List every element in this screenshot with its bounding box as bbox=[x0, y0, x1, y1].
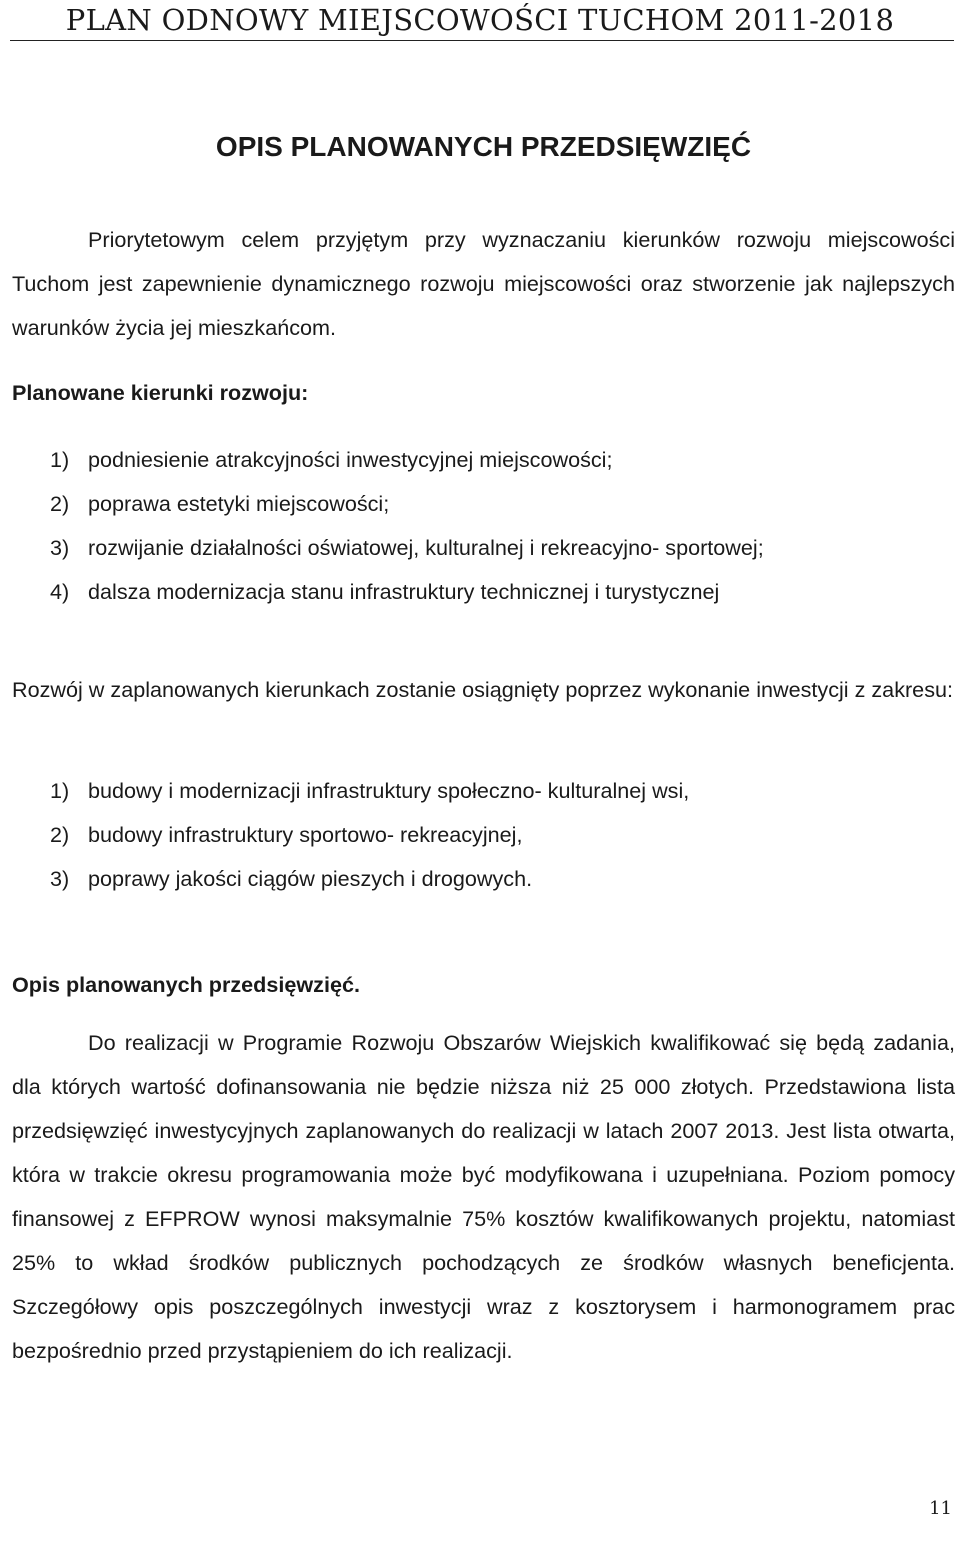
directions-list bbox=[50, 438, 955, 614]
directions-heading: Planowane kierunki rozwoju: bbox=[12, 380, 309, 405]
list-item-text: budowy i modernizacji infrastruktury społeczno- kulturalnej wsi, bbox=[88, 778, 690, 803]
list-item bbox=[50, 526, 955, 570]
page-header bbox=[0, 0, 960, 44]
list-item-text: poprawa estetyki miejscowości; bbox=[88, 491, 390, 516]
list-item bbox=[50, 769, 955, 813]
projects-paragraph: Do realizacji w Programie Rozwoju Obszarów Wiejskich kwalifikować się będą zadania, dla których wartość dofinansowania nie będzie niższa niż 25 000 złotych. Przedstawiona lista przedsięwzięć inwestycyjnych zaplanowanych do realizacji w latach 2007 2013. Jest lista otwarta, która w trakcie okresu programowania może być modyfikowana i uzupełniana. Poziom pomocy finansowej z EFPROW wynosi maksymalnie 75% kosztów kwalifikowanych projektu, natomiast 25% to wkład środków publicznych pochodzących ze środków własnych beneficjenta. Szczegółowy opis poszczególnych inwestycji wraz z kosztorysem i harmonogramem prac bezpośrednio przed przystąpieniem do ich realizacji. bbox=[12, 1030, 955, 1363]
list-item-number: 1) bbox=[50, 778, 70, 803]
list-item-text: poprawy jakości ciągów pieszych i drogowych. bbox=[88, 866, 533, 891]
header-divider bbox=[10, 40, 954, 41]
intro-paragraph: Priorytetowym celem przyjętym przy wyznaczaniu kierunków rozwoju miejscowości Tuchom jest zapewnienie dynamicznego rozwoju miejscowości oraz stworzenie jak najlepszych warunków życia jej mieszkańcom. bbox=[12, 227, 955, 340]
list-item-text: podniesienie atrakcyjności inwestycyjnej miejscowości; bbox=[88, 447, 613, 472]
list-item-number: 2) bbox=[50, 822, 70, 847]
list-item bbox=[50, 813, 955, 857]
list-item bbox=[50, 482, 955, 526]
list-item-number: 2) bbox=[50, 491, 70, 516]
list-item-text: dalsza modernizacja stanu infrastruktury technicznej i turystycznej bbox=[88, 579, 720, 604]
investments-list bbox=[50, 769, 955, 901]
list-item-text: rozwijanie działalności oświatowej, kulturalnej i rekreacyjno- sportowej; bbox=[88, 535, 764, 560]
section-heading: OPIS PLANOWANYCH PRZEDSIĘWZIĘĆ bbox=[215, 131, 752, 162]
list-item bbox=[50, 857, 955, 901]
development-paragraph: Rozwój w zaplanowanych kierunkach zostanie osiągnięty poprzez wykonanie inwestycji z zakresu: bbox=[12, 677, 953, 702]
header-title: PLAN ODNOWY MIEJSCOWOŚCI TUCHOM 2011-2018 bbox=[65, 3, 895, 37]
list-item-number: 4) bbox=[50, 579, 70, 604]
list-item-text: budowy infrastruktury sportowo- rekreacyjnej, bbox=[88, 822, 523, 847]
list-item-number: 3) bbox=[50, 866, 70, 891]
list-item-number: 1) bbox=[50, 447, 70, 472]
page-number: 11 bbox=[929, 1498, 952, 1519]
projects-heading: Opis planowanych przedsięwzięć. bbox=[12, 972, 360, 997]
list-item bbox=[50, 570, 955, 614]
list-item bbox=[50, 438, 955, 482]
list-item-number: 3) bbox=[50, 535, 70, 560]
